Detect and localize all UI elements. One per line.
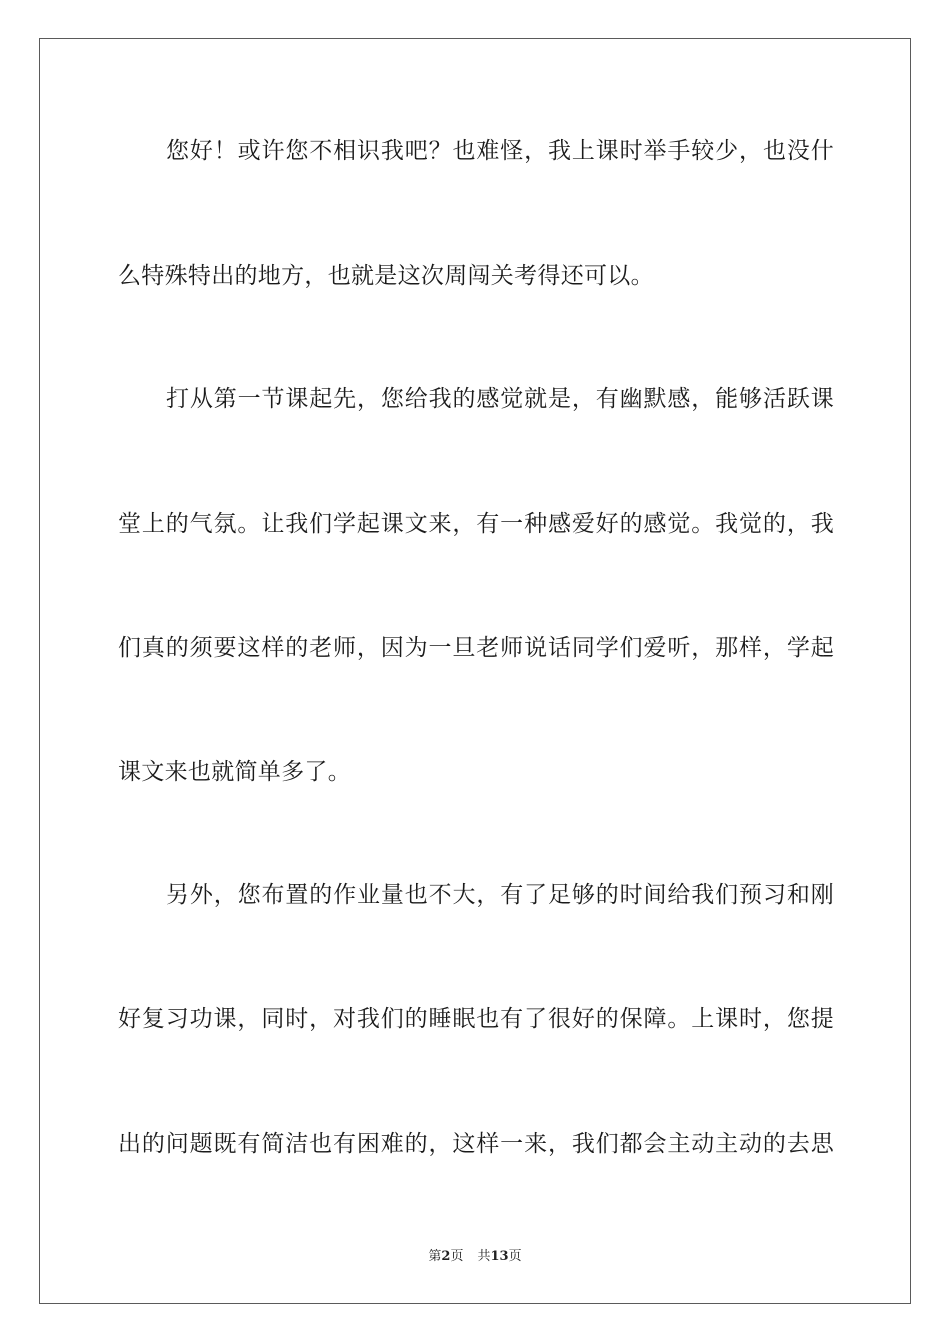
paragraph-3-line-1: 另外，您布置的作业量也不大，有了足够的时间给我们预习和刚	[166, 882, 834, 908]
footer-page-number: 2	[441, 1249, 451, 1264]
footer-page-suffix: 页	[450, 1249, 464, 1264]
paragraph-2-line-4: 课文来也就简单多了。	[118, 759, 351, 785]
footer-total-suffix: 页	[508, 1249, 522, 1264]
page-footer	[0, 1248, 950, 1266]
footer-total-pages: 13	[490, 1249, 509, 1264]
paragraph-2-line-1: 打从第一节课起先，您给我的感觉就是，有幽默感，能够活跃课	[166, 386, 834, 412]
footer-page-prefix: 第	[428, 1249, 442, 1264]
footer-total-prefix: 共	[477, 1249, 491, 1264]
page-border	[39, 38, 911, 1304]
paragraph-1-line-1: 您好！或许您不相识我吧？也难怪，我上课时举手较少，也没什	[166, 138, 834, 164]
paragraph-3-line-2: 好复习功课，同时，对我们的睡眠也有了很好的保障。上课时，您提	[118, 1006, 834, 1032]
paragraph-1-line-2: 么特殊特出的地方，也就是这次周闯关考得还可以。	[118, 263, 654, 289]
paragraph-3-line-3: 出的问题既有简洁也有困难的，这样一来，我们都会主动主动的去思	[118, 1131, 834, 1157]
paragraph-2-line-3: 们真的须要这样的老师，因为一旦老师说话同学们爱听，那样，学起	[118, 635, 834, 661]
paragraph-2-line-2: 堂上的气氛。让我们学起课文来，有一种感爱好的感觉。我觉的，我	[118, 511, 834, 537]
